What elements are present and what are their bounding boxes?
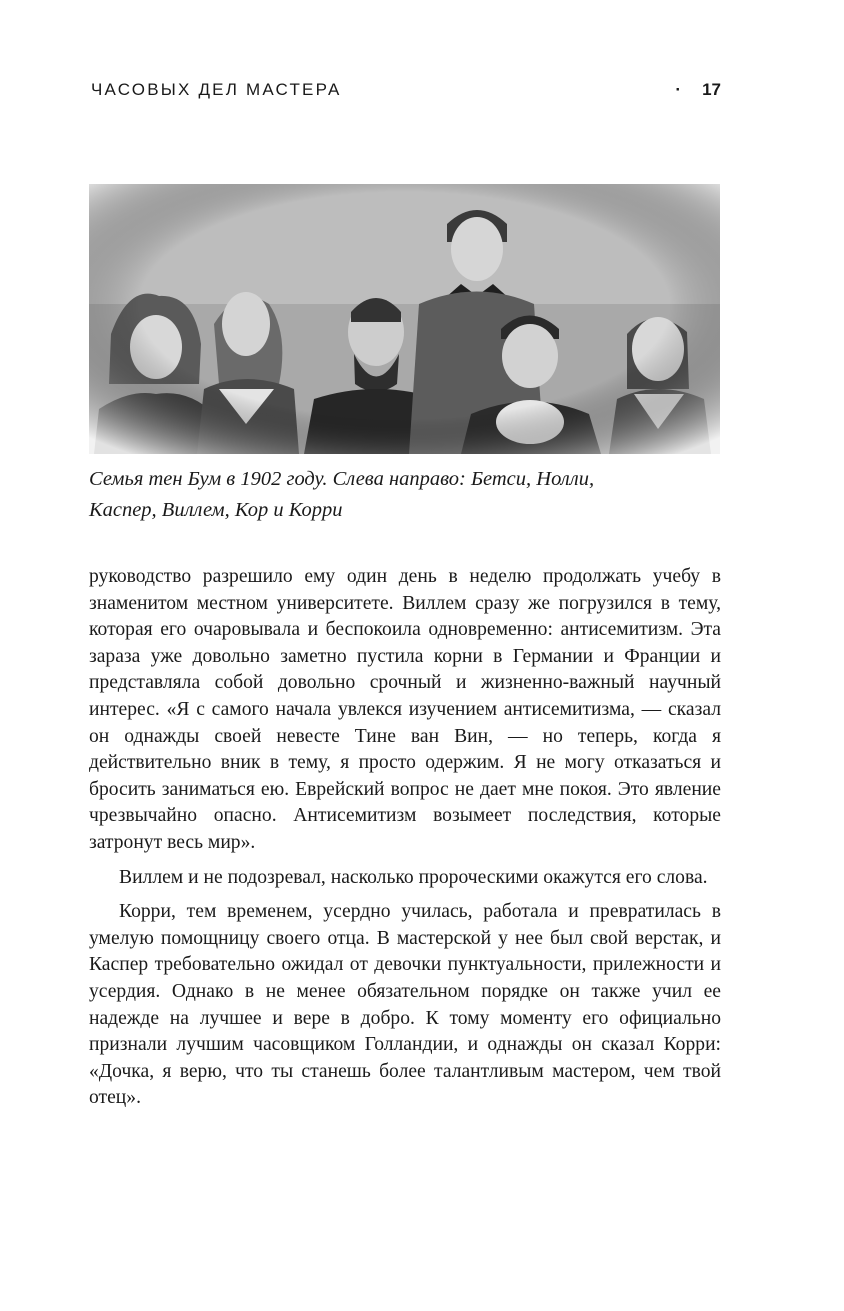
header-separator: · xyxy=(675,80,681,99)
caption-line-1: Семья тен Бум в 1902 году. Слева направо: Бетси, Нолли, xyxy=(89,468,595,490)
paragraph: Виллем и не подозревал, насколько пророческими окажутся его слова. xyxy=(119,866,708,888)
running-head xyxy=(91,80,721,104)
family-photo-illustration xyxy=(89,184,720,454)
paragraph: руководство разрешило ему один день в неделю продолжать учебу в знаменитом местном университете. Виллем сразу же погрузился в тему, которая его очаровывала и беспокоила одновременно: антисемитизм. Эта зараза уже довольно заметно пустила корни в Германии и Франции и представляла собой довольно срочный и жизненно-важный научный интерес. «Я с самого начала увлекся изучением антисемитизма, — сказал он однажды своей невесте Тине ван Вин, — но теперь, когда я действительно вник в тему, я просто одержим. Я не могу отказаться и бросить заниматься ею. Еврейский вопрос не дает мне покоя. Это явление чрезвычайно опасно. Антисемитизм возымеет последствия, которые затронут весь мир». xyxy=(89,566,721,853)
family-photo xyxy=(89,184,720,454)
body-text xyxy=(89,564,721,1120)
caption-line-2: Каспер, Виллем, Кор и Корри xyxy=(89,499,343,521)
running-title: ЧАСОВЫХ ДЕЛ МАСТЕРА xyxy=(91,80,342,99)
page-number: 17 xyxy=(702,80,721,99)
paragraph: Корри, тем временем, усердно училась, работала и превратилась в умелую помощницу своего отца. В мастерской у нее был свой верстак, и Каспер требовательно ожидал от девочки пунктуальности, прилежности и усердия. Однако в не менее обязательном порядке он также учил ее надежде на лучшее и вере в добро. К тому моменту его официально признали лучшим часовщиком Голландии, и однажды он сказал Корри: «Дочка, я верю, что ты станешь более талантливым мастером, чем твой отец». xyxy=(89,901,721,1109)
photo-caption xyxy=(89,464,729,526)
